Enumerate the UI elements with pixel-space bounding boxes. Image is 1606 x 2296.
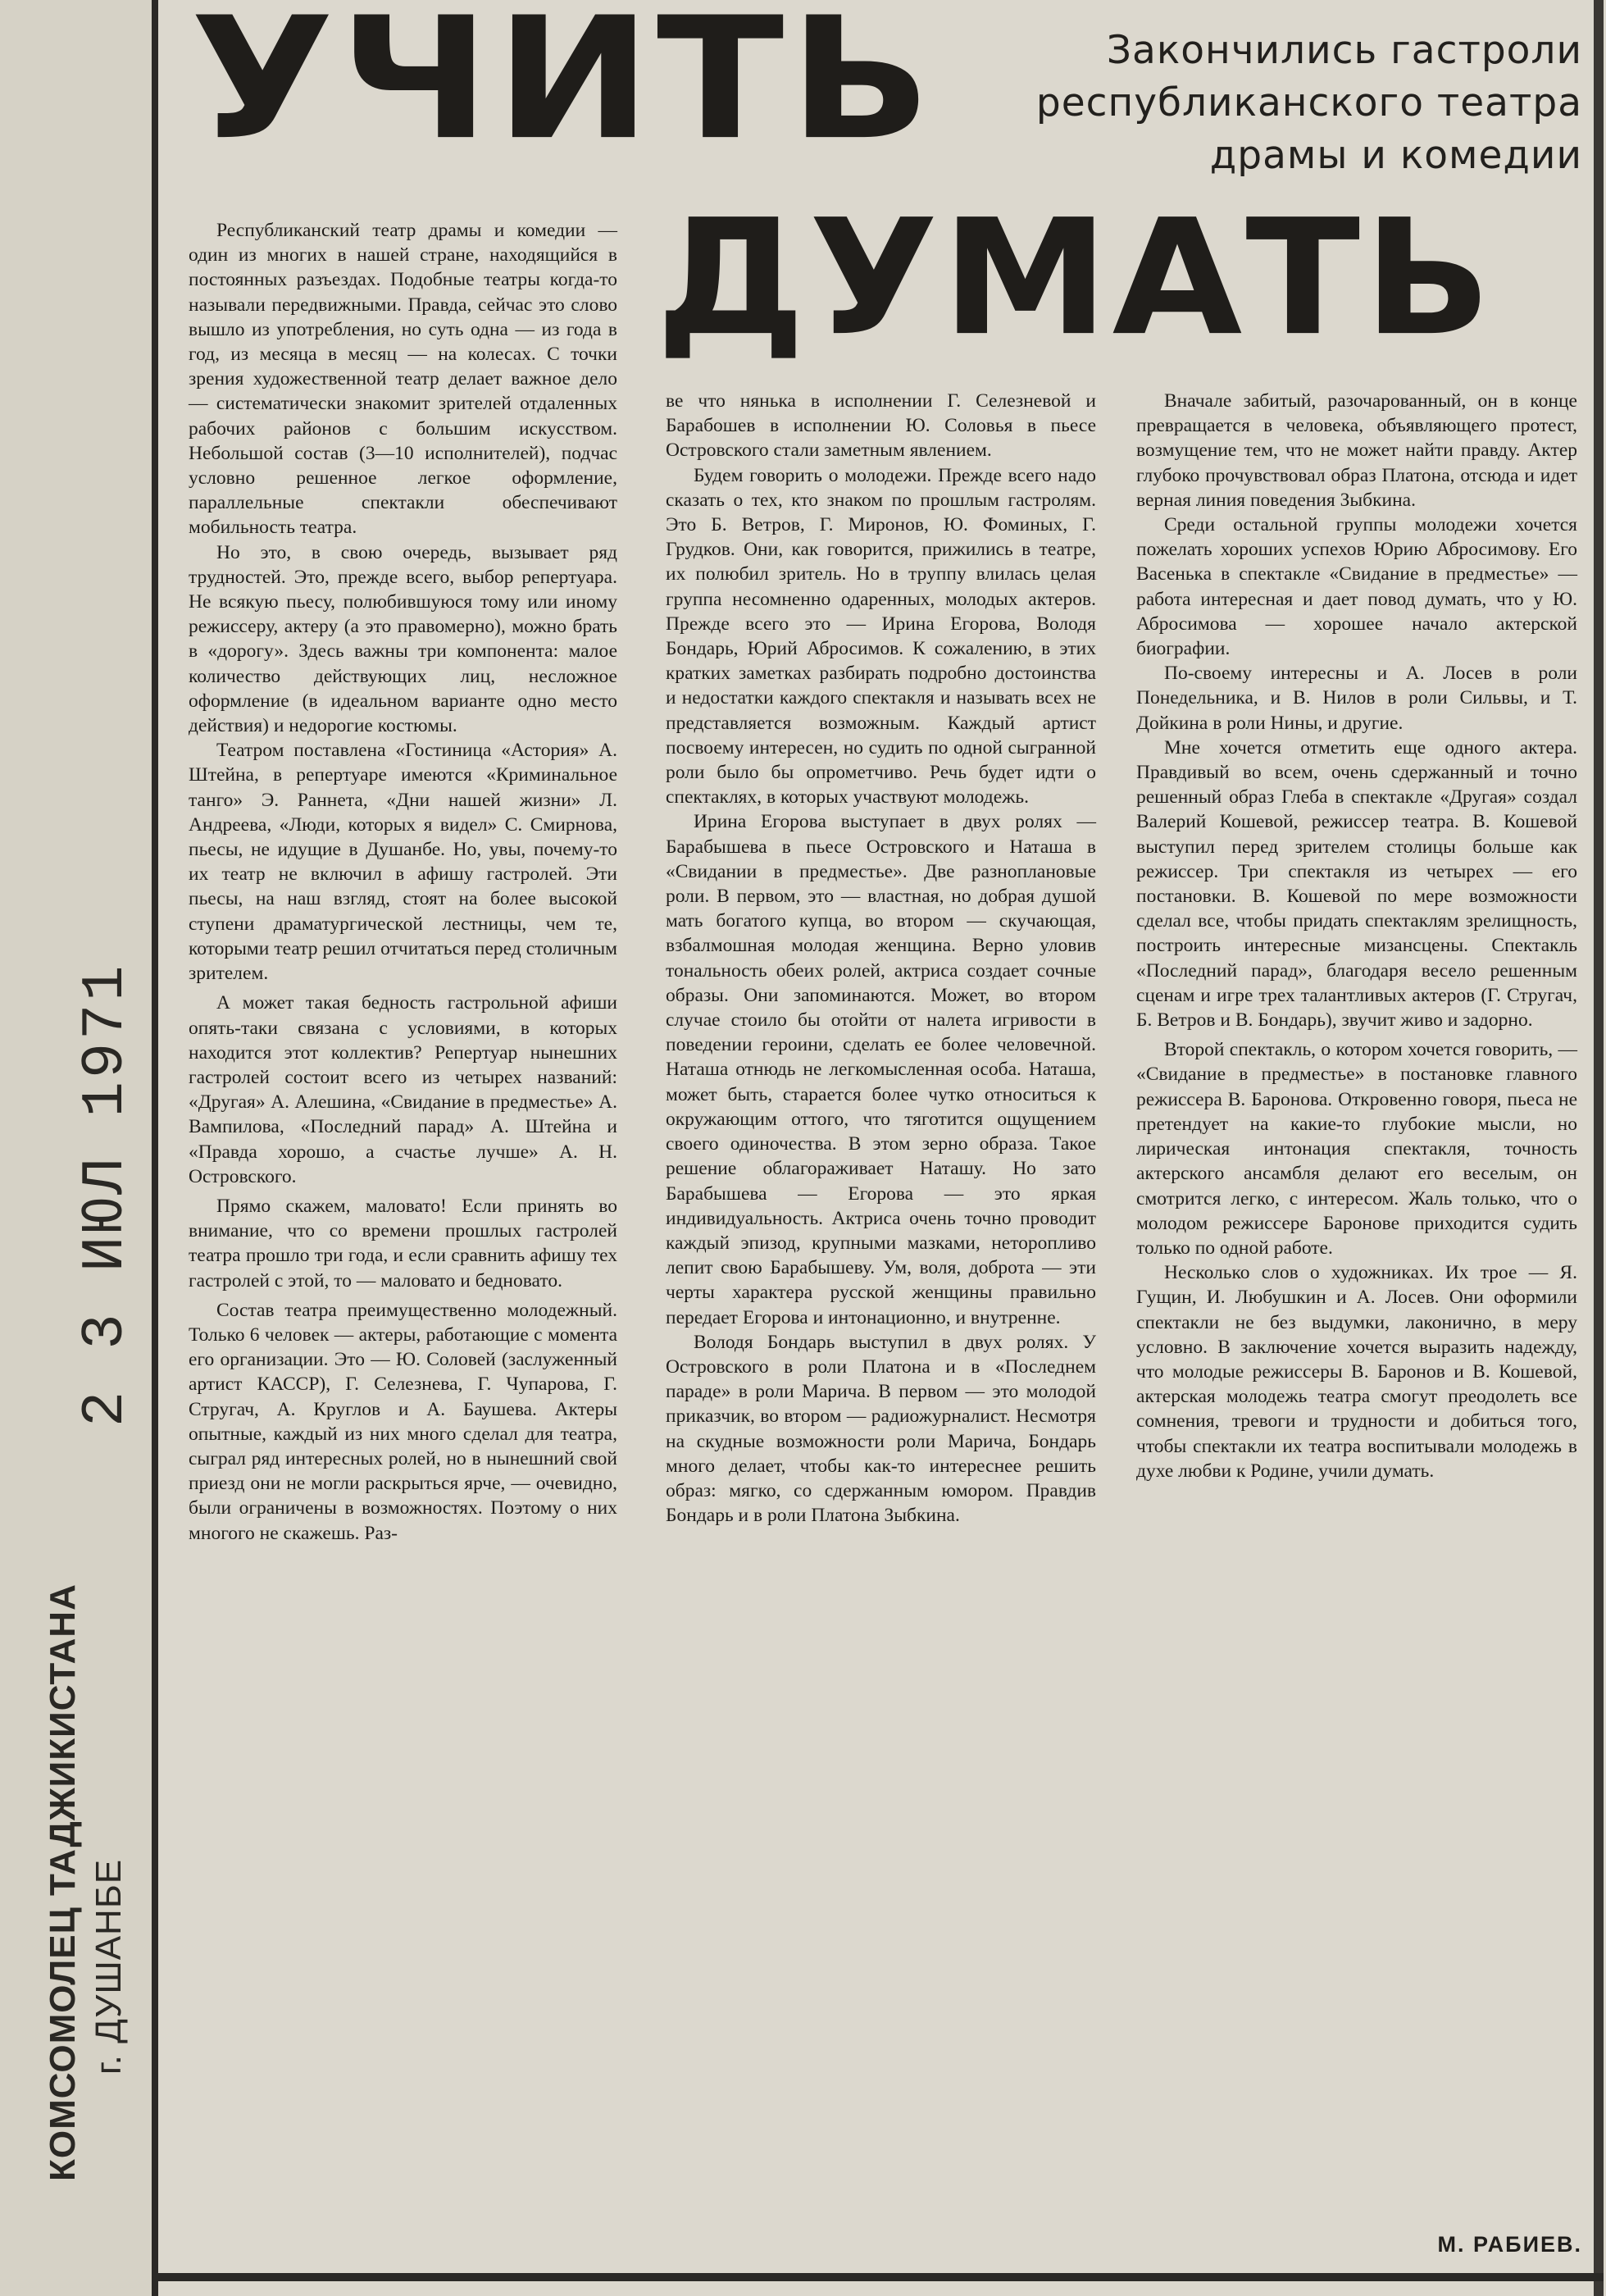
- article-paragraph: ве что нянька в исполнении Г. Селезневой и Барабошев в исполнении Ю. Соловья в пьесе Островского стали заметным явлением.: [666, 390, 1096, 462]
- article-column-1: [189, 218, 617, 1546]
- article-paragraph: Мне хочется отметить еще одного актера. Правдивый во всем, очень сдержанный и точно решенный образ Глеба в спектакле «Другая» создал Валерий Кошевой, режиссер театра. В. Кошевой выступил перед зрителем столицы больше как режиссер. Три спектакля из четырех — его постановки. В. Кошевой по мере возможности сделал все, чтобы придать спектаклям зрелищность, построить интересные мизансцены. Спектакль «Последний парад», благодаря весело решенным сценам и игре трех талантливых актеров (Г. Стругач, Б. Ветров и В. Бондарь), звучит живо и задорно.: [1136, 736, 1577, 1032]
- article-paragraph: Вначале забитый, разочарованный, он в конце превращается в человека, объявляющего протест, возмущение тем, что не может найти правду. Актер глубоко прочувствовал образ Платона, отсюда и идет верная линия поведения Зыбкина.: [1136, 390, 1577, 511]
- article-paragraph: Несколько слов о художниках. Их трое — Я. Гущин, И. Любушкин и А. Лосев. Они оформили спектакли не без выдумки, лаконично, в меру условно. В заключение хочется выразить надежду, что молодые режиссеры В. Баронов и В. Кошевой, актерская молодежь театра смогут преодолеть все сомнения, тревоги и трудности и добиться того, чтобы спектакли их театра воспитывали молодежь в духе любви к Родине, учили думать.: [1136, 1262, 1577, 1482]
- article-paragraph: Театром поставлена «Гостиница «Астория» А. Штейна, в репертуаре имеются «Криминальное танго» Э. Раннета, «Дни нашей жизни» Л. Андреева, «Люди, которых я видел» С. Смирнова, пьесы, не идущие в Душанбе. Но, увы, почему-то их театр не включил в афишу гастролей. Эти пьесы, на наш взгляд, стоят на более высокой ступени драматургической лестницы, чем те, которыми театр решил отчитаться перед столичным зрителем.: [189, 740, 617, 985]
- frame-border-left: [152, 0, 158, 2296]
- article-paragraph: А может такая бедность гастрольной афиши опять-таки связана с условиями, в которых находится этот коллектив? Репертуар нынешних гастролей состоит всего из четырех названий: «Другая» А. Алешина, «Свидание в предместье» А. Вампилова, «Последний парад» А. Штейна и «Правда хорошо, а счастье лучше» А. Н. Островского.: [189, 992, 617, 1187]
- author-byline: М. РАБИЕВ.: [1437, 2232, 1582, 2257]
- article-paragraph: Но это, в свою очередь, вызывает ряд трудностей. Это, прежде всего, выбор репертуара. Не всякую пьесу, полюбившуюся тому или иному режиссеру, актеру (а это правомерно), можно брать в «дорогу». Здесь важны три компонента: малое количество действующих лиц, несложное оформление (в идеальном варианте одно место действия) и недорогие костюмы.: [189, 541, 617, 737]
- article-column-3: [1136, 389, 1577, 1483]
- headline-line-1: УЧИТЬ: [190, 0, 937, 177]
- article-paragraph: По-своему интересны и А. Лосев в роли Понедельника, и В. Нилов в роли Сильвы, и Т. Дойкина в роли Нины, и другие.: [1136, 663, 1577, 734]
- article-paragraph: Прямо скажем, маловато! Если принять во внимание, что со времени прошлых гастролей театра прошло три года, и если сравнить афишу тех гастролей с этой, то — маловато и бедновато.: [189, 1195, 617, 1292]
- headline-line-2: ДУМАТЬ: [656, 185, 1495, 371]
- newspaper-stamp: КОМСОМОЛЕЦ ТАДЖИКИСТАНА: [43, 1583, 83, 2181]
- subheadline-line: республиканского театра: [1035, 80, 1582, 125]
- frame-border-bottom: [152, 2273, 1604, 2281]
- article-paragraph: Второй спектакль, о котором хочется говорить, — «Свидание в предместье» в постановке главного режиссера В. Баронова. Откровенно говоря, пьеса не претендует на какие-то глубокие мысли, но лирическая интонация спектакля, точность актерского ансамбля делают его веселым, он смотрится легко, с интересом. Жаль только, что о молодом режиссере Баронове приходится судить только по одной работе.: [1136, 1039, 1577, 1259]
- article-paragraph: Республиканский театр драмы и комедии — один из многих в нашей стране, находящийся в постоянных разъездах. Подобные театры когда-то называли передвижными. Правда, сейчас это слово вышло из употребления, но суть одна — из года в год, из месяца в месяц — на колесах. С точки зрения художественной театр делает важное дело — систематически знакомит зрителей отдаленных рабочих районов с большим искусством. Небольшой состав (3—10 исполнителей), подчас условно решенное легкое оформление, параллельные спектакли обеспечивают мобильность театра.: [189, 220, 617, 539]
- subheadline: [943, 25, 1582, 182]
- city-stamp: г. ДУШАНБЕ: [89, 1858, 129, 2075]
- subheadline-line: драмы и комедии: [1209, 133, 1582, 178]
- article-paragraph: Володя Бондарь выступил в двух ролях. У Островского в роли Платона и в «Последнем параде» в роли Марича. В первом — это молодой приказчик, во втором — радиожурналист. Несмотря на скудные возможности роли Марича, Бондарь много делает, чтобы как-то интереснее решить образ: мягко, со сдержанным юмором. Правдив Бондарь и в роли Платона Зыбкина.: [666, 1331, 1096, 1527]
- subheadline-line: Закончились гастроли: [1106, 28, 1582, 73]
- article-paragraph: Состав театра преимущественно молодежный. Только 6 человек — актеры, работающие с момента его организации. Это — Ю. Соловей (заслуженный артист КАССР), Г. Селезнева, Г. Чупарова, Г. Стругач, А. Круглов и А. Баушева. Актеры опытные, каждый из них много сделал для театра, сыграл ряд интересных ролей, но в нынешний свой приезд они не могли раскрыться ярче, — очевидно, были ограничены в возможностях. Поэтому о них многого не скажешь. Раз-: [189, 1299, 617, 1544]
- article-paragraph: Среди остальной группы молодежи хочется пожелать хороших успехов Юрию Абросимову. Его Васенька в спектакле «Свидание в предместье» — работа интересная и дает повод думать, что у Ю. Абросимова — хорошее начало актерской биографии.: [1136, 514, 1577, 660]
- article-paragraph: Будем говорить о молодежи. Прежде всего надо сказать о тех, кто знаком по прошлым гастролям. Это Б. Ветров, Г. Миронов, Ю. Фоминых, Г. Грудков. Они, как говорится, прижились в театре, их полюбил зритель. Но в труппу влилась целая группа несомненно одаренных, молодых актеров. Прежде всего это — Ирина Егорова, Володя Бондарь, Юрий Абросимов. К сожалению, в этих кратких заметках разбирать подробно достоинства и недостатки каждого спектакля и называть всех не представляется возможным. Каждый артист посвоему интересен, но судить по одной сыгранной роли было бы опрометчиво. Речь будет идти о спектаклях, в которых участвуют молодежь.: [666, 464, 1096, 809]
- article-paragraph: Ирина Егорова выступает в двух ролях — Барабышева в пьесе Островского и Наташа в «Свидании в предместье». Две разноплановые роли. В первом, это — властная, но добрая душой мать богатого купца, во втором — скучающая, взбалмошная молодая женщина. Верно уловив тональность обеих ролей, актриса создает сочные образы. Они запоминаются. Может, во втором случае стоило бы отойти от налета игривости в поведении героини, сделать ее более человечной. Наташа отнюдь не легкомысленная особа. Наташа, может быть, старается более чутко относиться к окружающим оттого, что тяготится ощущением своего одиночества. В этом зерно образа. Такое решение облагораживает Наташу. Но зато Барабышева — Егорова — это яркая индивидуальность. Актриса очень точно проводит каждый эпизод, крупными мазками, неторопливо лепит свою Барабышеву. Ум, воля, доброта — эти черты характера русской женщины правильно передает Егорова и интонационно, и внутренне.: [666, 811, 1096, 1328]
- article-column-2: [666, 389, 1096, 1528]
- date-stamp: 2 3 ИЮЛ 1971: [72, 962, 139, 1427]
